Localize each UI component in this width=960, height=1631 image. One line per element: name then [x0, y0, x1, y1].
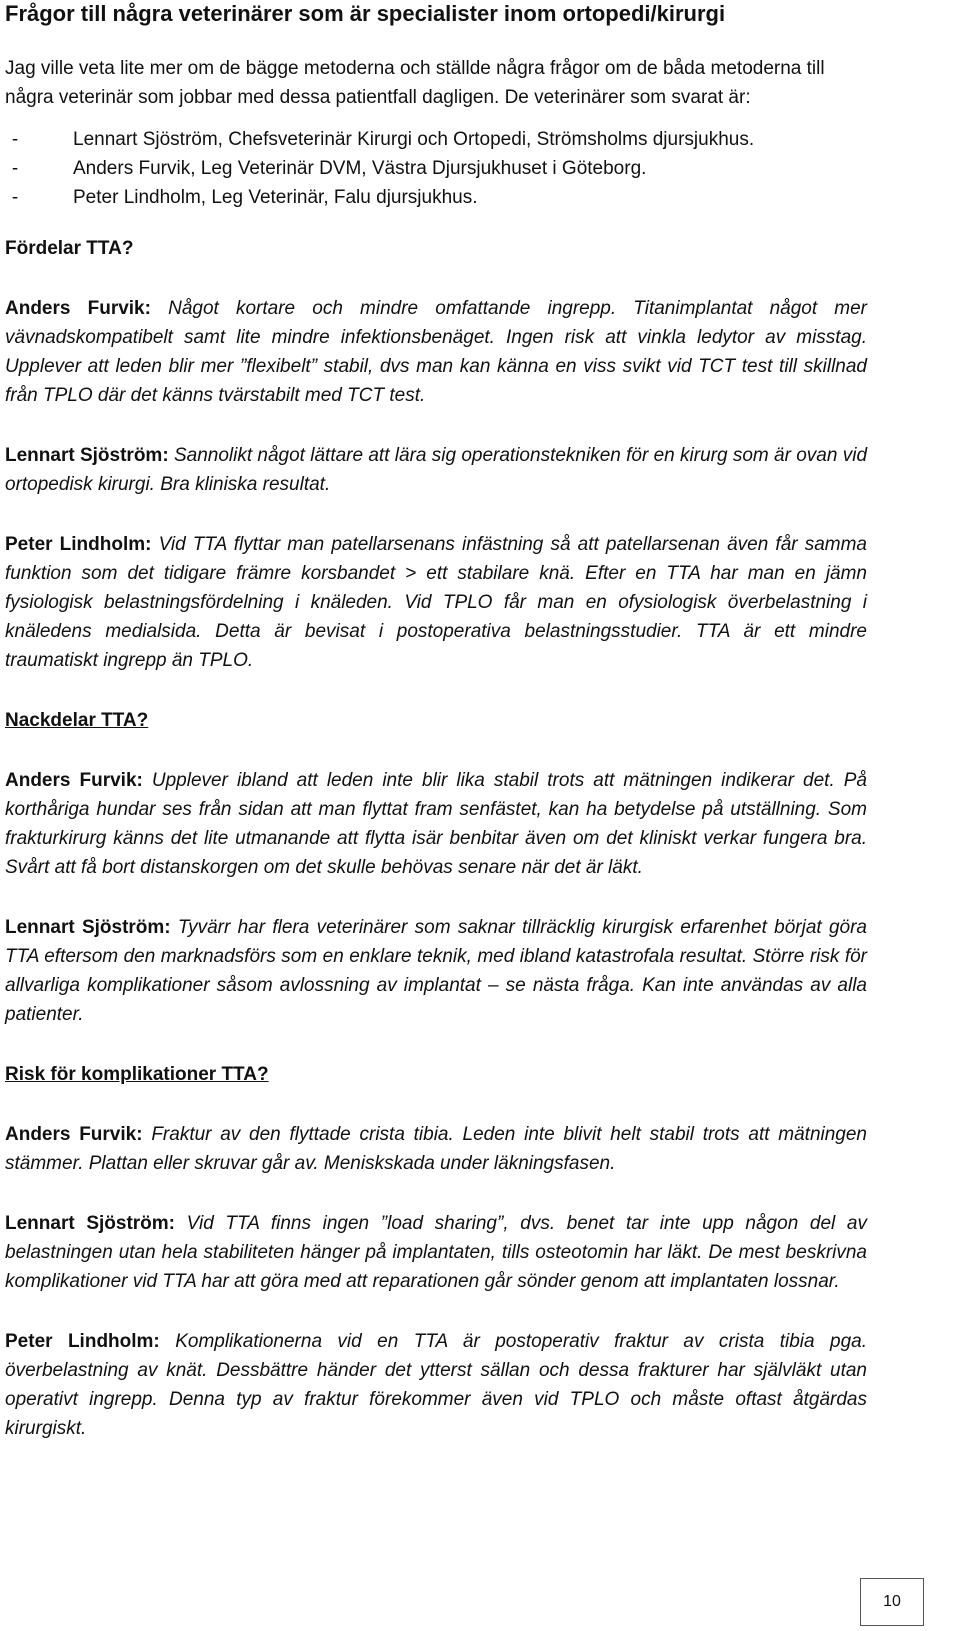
document-title: Frågor till några veterinärer som är specialister inom ortopedi/kirurgi: [5, 1, 726, 26]
answer-paragraph: Anders Furvik: Upplever ibland att leden inte blir lika stabil trots att mätningen indikerar det. På korthåriga hundar ses från sidan att man flyttat fram senfästet, kan ha betydelse på utställning. Som frakturkirurg känns det lite utmanande att flytta isär benbitar även om det kliniskt verkar fungera bra. Svårt att få bort distanskorgen om det skulle behövas senare när det är läkt.: [5, 770, 868, 878]
veterinarian-list: [5, 125, 867, 212]
section-heading-nackdelar: Nackdelar TTA?: [5, 710, 149, 731]
answer-paragraph: Anders Furvik: Något kortare och mindre omfattande ingrepp. Titanimplantat något mer vävnadskompatibelt samt lite mindre infektionsbenäget. Ingen risk att vinkla ledytor av misstag. Upplever att leden blir mer ”flexibelt” stabil, dvs man kan känna en viss svikt vid TCT test till skillnad från TPLO där det känns tvärstabilt med TCT test.: [5, 298, 868, 406]
answer-paragraph: Anders Furvik: Fraktur av den flyttade crista tibia. Leden inte blivit helt stabil trots att mätningen stämmer. Plattan eller skruvar går av. Meniskskada under läkningsfasen.: [5, 1124, 868, 1174]
answer-paragraph: Lennart Sjöström: Sannolikt något lättare att lära sig operationstekniken för en kirurg som är ovan vid ortopedisk kirurgi. Bra kliniska resultat.: [5, 445, 868, 495]
list-item: - Lennart Sjöström, Chefsveterinär Kirurgi och Ortopedi, Strömsholms djursjukhus.: [11, 129, 755, 150]
intro-paragraph: Jag ville veta lite mer om de bägge metoderna och ställde några frågor om de båda metoderna till några veterinär som jobbar med dessa patientfall dagligen. De veterinärer som svarat är:: [5, 58, 825, 108]
section-heading-komplikationer: Risk för komplikationer TTA?: [5, 1064, 269, 1085]
section-heading-fordelar: Fördelar TTA?: [5, 238, 134, 259]
document-page: [5, 0, 867, 1443]
answer-paragraph: Peter Lindholm: Komplikationerna vid en TTA är postoperativ fraktur av crista tibia pga. överbelastning av knät. Dessbättre händer det ytterst sällan och dessa frakturer har självläkt utan operativt ingrepp. Denna typ av fraktur förekommer även vid TPLO och måste oftast åtgärdas kirurgiskt.: [5, 1331, 868, 1439]
page-number: 10: [860, 1578, 924, 1626]
list-item: - Anders Furvik, Leg Veterinär DVM, Västra Djursjukhuset i Göteborg.: [11, 158, 647, 179]
answer-paragraph: Peter Lindholm: Vid TTA flyttar man patellarsenans infästning så att patellarsenan även får samma funktion som det tidigare främre korsbandet > ett stabilare knä. Efter en TTA har man en jämn fysiologisk belastningsfördelning i knäleden. Vid TPLO får man en ofysiologisk överbelastning i knäledens medialsida. Detta är bevisat i postoperativa belastningsstudier. TTA är ett mindre traumatiskt ingrepp än TPLO.: [5, 534, 867, 671]
answer-paragraph: Lennart Sjöström: Tyvärr har flera veterinärer som saknar tillräcklig kirurgisk erfarenhet börjat göra TTA eftersom den marknadsförs som en enklare teknik, med ibland katastrofala resultat. Större risk för allvarliga komplikationer såsom avlossning av implantat – se nästa fråga. Kan inte användas av alla patienter.: [5, 917, 867, 1025]
answer-paragraph: Lennart Sjöström: Vid TTA finns ingen ”load sharing”, dvs. benet tar inte upp någon del av belastningen utan hela stabiliteten hänger på implantaten, tills osteotomin har läkt. De mest beskrivna komplikationer vid TTA har att göra med att reparationen går sönder genom att implantaten lossnar.: [5, 1213, 867, 1292]
list-item: - Peter Lindholm, Leg Veterinär, Falu djursjukhus.: [11, 187, 478, 208]
